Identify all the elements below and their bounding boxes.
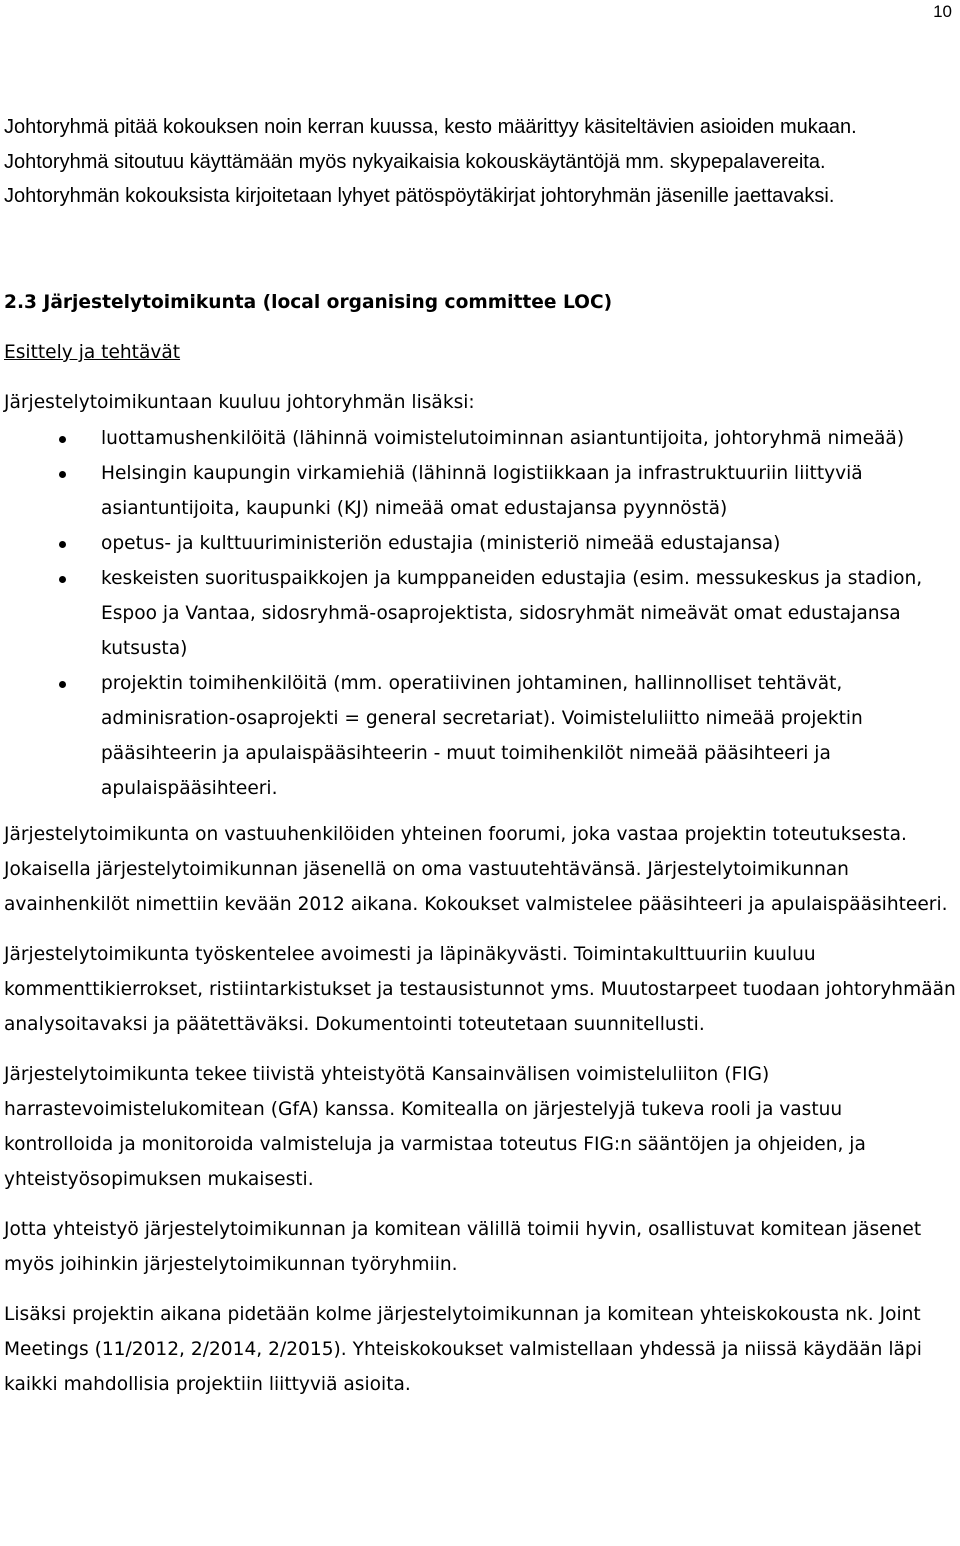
paragraph-working-groups: Jotta yhteistyö järjestelytoimikunnan ja komitean välillä toimii hyvin, osallistuvat komitean jäsenet myös joihinkin järjestelytoimikunnan työryhmiin.	[4, 1219, 922, 1275]
section-body	[4, 285, 956, 1417]
page-number: 10	[933, 2, 952, 21]
bullet-icon	[59, 541, 66, 548]
member-list	[4, 421, 956, 806]
list-item-text: projektin toimihenkilöitä (mm. operatiivinen johtaminen, hallinnolliset tehtävät, adminisration-osaprojekti = general secretariat). Voimisteluliitto nimeää projektin pääsihteerin ja apulaispääsihteerin - muut toimihenkilöt nimeää pääsihteeri ja apulaispääsihteeri.	[101, 673, 863, 799]
intro-paragraph: Johtoryhmä pitää kokouksen noin kerran kuussa, kesto määrittyy käsiteltävien asioiden mukaan. Johtoryhmä sitoutuu käyttämään myös nykyaikaisia kokouskäytäntöjä mm. skypepalavereita. Johtoryhmän kokouksista kirjoitetaan lyhyet pätöspöytäkirjat johtoryhmän jäsenille jaettavaksi.	[4, 116, 857, 207]
paragraph-joint-meetings: Lisäksi projektin aikana pidetään kolme järjestelytoimikunnan ja komitean yhteiskokousta nk. Joint Meetings (11/2012, 2/2014, 2/2015). Yhteiskokoukset valmistellaan yhdessä ja niissä käydään läpi kaikki mahdollisia projektiin liittyviä asioita.	[4, 1304, 922, 1395]
list-item	[101, 526, 956, 561]
list-item-text: Helsingin kaupungin virkamiehiä (lähinnä logistiikkaan ja infrastruktuuriin liittyviä asiantuntijoita, kaupunki (KJ) nimeää omat edustajansa pyynnöstä)	[101, 463, 863, 519]
list-item	[101, 666, 956, 806]
section-heading: 2.3 Järjestelytoimikunta (local organising committee LOC)	[4, 292, 613, 313]
bullet-icon	[59, 681, 66, 688]
list-item	[101, 561, 956, 666]
paragraph-transparency: Järjestelytoimikunta työskentelee avoimesti ja läpinäkyvästi. Toimintakulttuuriin kuuluu kommenttikierrokset, ristiintarkistukset ja testausistunnot yms. Muutostarpeet tuodaan johtoryhmään analysoitavaksi ja päätettäväksi. Dokumentointi toteutetaan suunnitellusti.	[4, 944, 956, 1035]
paragraph-fig-cooperation: Järjestelytoimikunta tekee tiivistä yhteistyötä Kansainvälisen voimisteluliiton (FIG) harrastevoimistelukomitean (GfA) kanssa. Komitealla on järjestelyjä tukeva rooli ja vastuu kontrolloida ja monitoroida valmisteluja ja varmistaa toteutus FIG:n sääntöjen ja ohjeiden, ja yhteistyösopimuksen mukaisesti.	[4, 1064, 866, 1190]
bullet-icon	[59, 436, 66, 443]
section-subheading: Esittely ja tehtävät	[4, 342, 181, 363]
list-intro: Järjestelytoimikuntaan kuuluu johtoryhmän lisäksi:	[4, 392, 475, 413]
list-item-text: keskeisten suorituspaikkojen ja kumppaneiden edustajia (esim. messukeskus ja stadion, Espoo ja Vantaa, sidosryhmä-osaprojektista, sidosryhmät nimeävät omat edustajansa kutsusta)	[101, 568, 923, 659]
list-item-text: opetus- ja kulttuuriministeriön edustajia (ministeriö nimeää edustajansa)	[101, 533, 781, 554]
bullet-icon	[59, 576, 66, 583]
list-item-text: luottamushenkilöitä (lähinnä voimistelutoiminnan asiantuntijoita, johtoryhmä nimeää)	[101, 428, 905, 449]
list-item	[101, 456, 956, 526]
paragraph-forum: Järjestelytoimikunta on vastuuhenkilöiden yhteinen foorumi, joka vastaa projektin toteutuksesta. Jokaisella järjestelytoimikunnan jäsenellä on oma vastuutehtävänsä. Järjestelytoimikunnan avainhenkilöt nimettiin kevään 2012 aikana. Kokoukset valmistelee pääsihteeri ja apulaispääsihteeri.	[4, 824, 948, 915]
list-item	[101, 421, 956, 456]
bullet-icon	[59, 471, 66, 478]
